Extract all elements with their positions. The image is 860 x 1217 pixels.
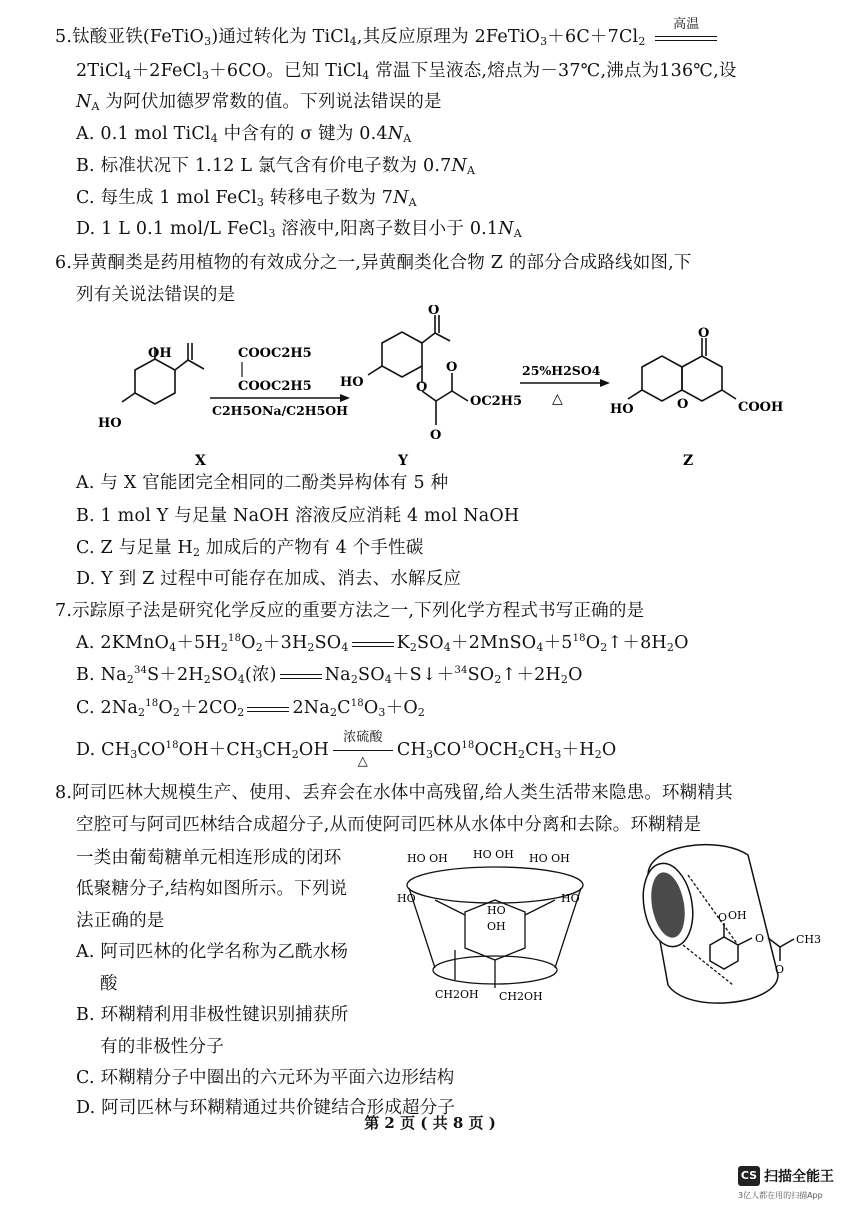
compound-z-label: Z <box>683 453 694 469</box>
q8-option-b-line2: 有的非极性分子 <box>100 1037 224 1057</box>
page-footer: 第 2 页 ( 共 8 页 ) <box>364 1114 496 1132</box>
q7-stem: 7.示踪原子法是研究化学反应的重要方法之一,下列化学方程式书写正确的是 <box>55 601 645 621</box>
svg-text:OH: OH <box>728 909 747 922</box>
q5-option-d: D. 1 L 0.1 mol/L FeCl$_3$ 溶液中,阳离子数目小于 $0.1N_A$ <box>76 219 522 240</box>
svg-text:COOC2H5: COOC2H5 <box>238 346 312 361</box>
scanner-logo-icon: CS <box>738 1166 760 1186</box>
svg-text:25%H2SO4: 25%H2SO4 <box>522 363 601 378</box>
compound-x-label: X <box>195 453 206 469</box>
q6-stem-line1: 6.异黄酮类是药用植物的有效成分之一,异黄酮类化合物 Z 的部分合成路线如图,下 <box>55 253 692 273</box>
reaction-arrow-2 <box>520 363 610 407</box>
x-oh-top: OH <box>148 346 172 361</box>
q8-stem-line5: 法正确的是 <box>76 911 165 931</box>
q8-option-c: C. 环糊精分子中圈出的六元环为平面六边形结构 <box>76 1068 455 1088</box>
q8-option-b-line1: B. 环糊精利用非极性键识别捕获所 <box>76 1005 349 1025</box>
q7-option-d: D. $CH_3CO^{18}OH+CH_3CH_2OH$ 浓硫酸 △ $CH_3CO^{18}OCH_2CH_3+H_2O$ <box>76 730 617 769</box>
q6-option-b: B. 1 mol Y 与足量 NaOH 溶液反应消耗 4 mol NaOH <box>76 506 520 526</box>
scanner-brand: 扫描全能王 <box>764 1169 834 1185</box>
q5-option-b: B. 标准状况下 1.12 L 氯气含有价电子数为 $0.7N_A$ <box>76 156 476 177</box>
svg-text:OH: OH <box>487 920 506 933</box>
svg-text:CH2OH: CH2OH <box>435 988 479 1001</box>
cyclodextrin-structure <box>395 840 595 1015</box>
scanner-watermark <box>738 1166 848 1206</box>
reaction-arrow-1 <box>210 346 350 418</box>
svg-text:C2H5ONa/C2H5OH: C2H5ONa/C2H5OH <box>212 403 348 418</box>
svg-text:COOH: COOH <box>738 400 784 415</box>
svg-text:HO OH: HO OH <box>529 852 570 865</box>
q8-stem-line3: 一类由葡萄糖单元相连形成的闭环 <box>76 848 342 868</box>
svg-text:HO: HO <box>561 892 580 905</box>
svg-text:HO: HO <box>340 375 364 390</box>
q5-stem-line1: 5.钛酸亚铁(FeTiO$_3$)通过转化为 TiCl$_4$,其反应原理为 $2FeTiO_3+6C+7Cl_2$ 高温 <box>55 26 721 48</box>
q6-stem-line2: 列有关说法错误的是 <box>76 285 236 305</box>
q6-option-a: A. 与 X 官能团完全相同的二酚类异构体有 5 种 <box>76 473 449 493</box>
svg-text:COOC2H5: COOC2H5 <box>238 379 312 394</box>
q8-option-d: D. 阿司匹林与环糊精通过共价键结合形成超分子 <box>76 1098 456 1118</box>
svg-text:HO OH: HO OH <box>473 848 514 861</box>
q6-option-d: D. Y 到 Z 过程中可能存在加成、消去、水解反应 <box>76 569 462 589</box>
svg-text:O: O <box>430 428 442 443</box>
q5-stem-line2: 2TiCl$_4$＋2FeCl$_3$＋6CO。已知 TiCl$_4$ 常温下呈液态,熔点为－37℃,沸点为136℃,设 <box>76 61 737 82</box>
q8-option-a-line1: A. 阿司匹林的化学名称为乙酰水杨 <box>76 942 349 962</box>
svg-text:O: O <box>775 963 785 976</box>
x-oh-left: HO <box>98 416 122 431</box>
svg-text:O: O <box>446 360 458 375</box>
q8-stem-line2: 空腔可与阿司匹林结合成超分子,从而使阿司匹林从水体中分离和去除。环糊精是 <box>76 815 702 835</box>
q5-option-c: C. 每生成 1 mol FeCl$_3$ 转移电子数为 $7N_A$ <box>76 188 417 209</box>
q5-option-a: A. 0.1 mol TiCl$_4$ 中含有的 σ 键为 $0.4N_A$ <box>76 124 412 145</box>
svg-text:CH3: CH3 <box>796 933 822 946</box>
scanner-tagline: 3亿人都在用的扫描App <box>738 1191 823 1200</box>
q6-synthesis-scheme <box>90 305 810 470</box>
svg-text:O: O <box>677 397 689 412</box>
q7-option-b: B. $Na_2^{34}S+2H_2SO_4$(浓) $Na_2SO_4+S↓+^{34}SO_2↑+2H_2O$ <box>76 665 583 686</box>
svg-text:HO: HO <box>610 402 634 417</box>
compound-y-label: Y <box>398 453 408 469</box>
svg-text:HO: HO <box>487 904 506 917</box>
q6-option-c: C. Z 与足量 $H_2$ 加成后的产物有 4 个手性碳 <box>76 538 424 559</box>
svg-text:O: O <box>698 326 710 341</box>
svg-text:HO OH: HO OH <box>407 852 448 865</box>
svg-text:CH2OH: CH2OH <box>499 990 543 1003</box>
q7-option-c: C. $2Na_2^{18}O_2+2CO_2$ $2Na_2C^{18}O_3+O_2$ <box>76 698 426 719</box>
svg-text:O: O <box>428 305 440 318</box>
supramolecule-schematic <box>628 835 838 1025</box>
svg-text:O: O <box>416 380 428 395</box>
svg-text:O: O <box>755 932 765 945</box>
q5-condition: 高温 <box>651 26 721 48</box>
svg-text:OC2H5: OC2H5 <box>470 394 523 409</box>
q7-option-a: A. $2KMnO_4+5H_2^{18}O_2+3H_2SO_4$ $K_2SO_4+2MnSO_4+5^{18}O_2↑+8H_2O$ <box>76 633 689 654</box>
svg-text:△: △ <box>552 391 563 407</box>
svg-text:O: O <box>718 911 728 924</box>
q5-stem-line3: $N_A$ 为阿伏加德罗常数的值。下列说法错误的是 <box>76 92 442 113</box>
svg-text:HO: HO <box>397 892 416 905</box>
q8-stem-line4: 低聚糖分子,结构如图所示。下列说 <box>76 879 348 899</box>
q8-option-a-line2: 酸 <box>100 974 118 994</box>
q8-stem-line1: 8.阿司匹林大规模生产、使用、丢弃会在水体中高残留,给人类生活带来隐患。环糊精其 <box>55 783 733 803</box>
compound-z-structure <box>628 338 736 401</box>
